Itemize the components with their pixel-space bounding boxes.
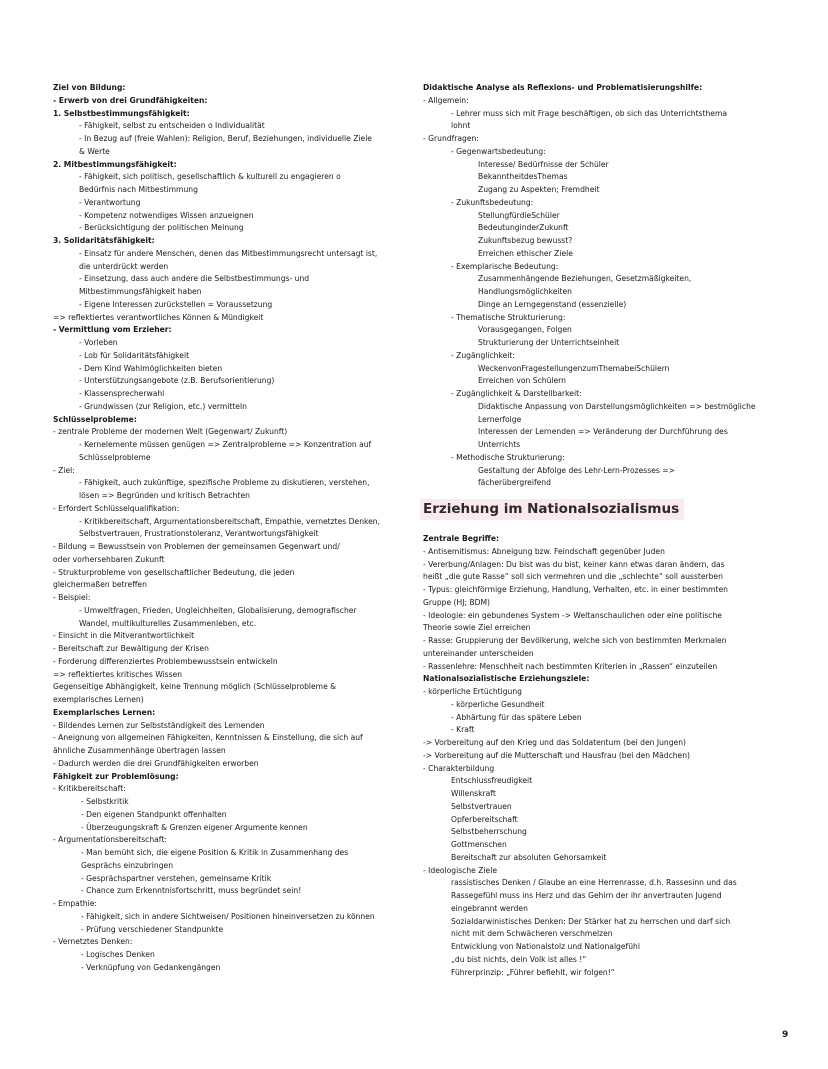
text-line: - Vererbung/Anlagen: Du bist was du bist, keiner kann etwas daran ändern, das [423, 559, 725, 569]
text-line: - Zugänglichkeit & Darstellbarkeit: [451, 389, 582, 398]
text-line: - Kernelemente müssen genügen => Zentralprobleme => Konzentration auf [79, 440, 372, 449]
text-line: Gesprächs einzubringen [81, 860, 174, 870]
section-heading: Erziehung im Nationalsozialismus [420, 499, 684, 520]
text-line: - Man bemüht sich, die eigene Position & Kritik in Zusammenhang des [81, 848, 349, 857]
text-line: eingebrannt werden [451, 903, 528, 913]
text-line: & Werte [79, 146, 110, 156]
text-line: BedeutunginderZukunft [478, 223, 569, 233]
text-line: - Rasse: Gruppierung der Bevölkerung, welche sich von bestimmten Merkmalen [423, 636, 727, 645]
text-line: BekanntheitdesThemas [478, 172, 568, 182]
text-line: - Fähigkeit, auch zukünftige, spezifische Probleme zu diskutieren, verstehen, [79, 478, 370, 488]
text-line: - Den eigenen Standpunkt offenhalten [81, 809, 227, 819]
text-line: - Einsicht in die Mitverantwortlichkeit [53, 631, 195, 641]
text-line: Schlüsselprobleme: [53, 414, 137, 424]
text-line: - Bereitschaft zur Bewältigung der Krisen [53, 644, 209, 653]
text-line: gleichermaßen betreffen [53, 580, 147, 590]
text-line: - Unterstützungsangebote (z.B. Berufsorientierung) [79, 376, 275, 386]
text-line: - Überzeugungskraft & Grenzen eigener Argumente kennen [81, 822, 308, 832]
text-line: Didaktische Analyse als Reflexions- und Problematisierungshilfe: [423, 83, 703, 92]
text-line: - Bildendes Lernen zur Selbstständigkeit des Lernenden [53, 720, 265, 730]
nationalsozialismus-section [423, 533, 768, 979]
text-line: - Empathie: [53, 899, 97, 908]
text-line: - In Bezug auf (freie Wahlen): Religion, Beruf, Beziehungen, individuelle Ziele [79, 134, 372, 143]
text-line: Unterrichts [478, 440, 521, 449]
page-number: 9 [782, 1030, 789, 1040]
text-line: - körperliche Gesundheit [451, 699, 545, 709]
text-line: Wandel, multikulturelles Zusammenleben, etc. [79, 618, 257, 628]
text-line: - Einsetzung, dass auch andere die Selbstbestimmungs- und [79, 274, 310, 284]
text-line: 2. Mitbestimmungsfähigkeit: [53, 159, 177, 169]
text-line: untereinander unterscheiden [423, 648, 534, 658]
text-line: Interessen der Lernenden => Veränderung der Durchführung des [478, 427, 728, 437]
text-line: - Chance zum Erkenntnisfortschritt, muss begründet sein! [81, 886, 302, 896]
text-line: - Umweltfragen, Frieden, Ungleichheiten, Globalisierung, demografischer [79, 605, 357, 615]
text-line: Willenskraft [451, 789, 496, 798]
text-line: WeckenvonFragestellungenzumThemabeiSchülern [478, 363, 670, 373]
text-line: - Rassenlehre: Menschheit nach bestimmten Kriterien in „Rassen“ einzuteilen [423, 661, 718, 671]
text-line: nicht mit dem Schwächeren verschmelzen [451, 929, 613, 939]
text-line: - Lehrer muss sich mit Frage beschäftigen, ob sich das Unterrichtsthema [451, 108, 728, 118]
text-line: => reflektiertes verantwortliches Können & Mündigkeit [53, 312, 264, 322]
text-line: Lernerfolge [478, 414, 522, 424]
right-column [423, 82, 768, 979]
text-line: Zukunftsbezug bewusst? [478, 236, 573, 245]
text-line: - Berücksichtigung der politischen Meinung [79, 223, 244, 233]
text-line: - Kritikbereitschaft: [53, 784, 126, 794]
text-line: - Forderung differenziertes Problembewusstsein entwickeln [53, 656, 278, 666]
text-line: 3. Solidaritätsfähigkeit: [53, 236, 155, 245]
text-line: - Ideologische Ziele [423, 865, 498, 875]
text-line: Exemplarisches Lernen: [53, 707, 156, 717]
text-line: - Vorleben [79, 338, 118, 347]
text-line: - Dem Kind Wahlmöglichkeiten bieten [79, 363, 223, 373]
text-line: - Lob für Solidaritätsfähigkeit [79, 350, 190, 360]
text-line: - Fähigkeit, selbst zu entscheiden o Individualität [79, 121, 265, 131]
text-line: => reflektiertes kritisches Wissen [53, 669, 183, 679]
text-line: Schlüsselprobleme [79, 452, 151, 462]
text-line: - Erwerb von drei Grundfähigkeiten: [53, 95, 208, 105]
text-line: - Verknüpfung von Gedankengängen [81, 962, 221, 972]
text-line: rassistisches Denken / Glaube an eine Herrenrasse, d.h. Rassesinn und das [451, 878, 737, 888]
text-line: Nationalsozialistische Erziehungsziele: [423, 674, 590, 684]
text-line: - Selbstkritik [81, 797, 129, 806]
text-line: - Methodische Strukturierung: [451, 452, 565, 462]
text-line: die unterdrückt werden [79, 261, 169, 271]
text-line: - Eigene Interessen zurückstellen = Voraussetzung [79, 299, 273, 309]
text-line: fächerübergreifend [478, 478, 551, 488]
text-line: Sozialdarwinistisches Denken: Der Stärker hat zu herrschen und darf sich [451, 916, 731, 926]
text-line: Strukturierung der Unterrichtseinheit [478, 338, 620, 347]
text-line: - Vermittlung vom Erzieher: [53, 325, 172, 335]
text-line: - Zukunftsbedeutung: [451, 197, 534, 207]
text-line: Gottmenschen [451, 840, 507, 849]
text-line: - Ideologie: ein gebundenes System -> Weltanschaulichen oder eine politische [423, 610, 722, 620]
text-line: - Vernetztes Denken: [53, 937, 133, 947]
text-line: - zentrale Probleme der modernen Welt (Gegenwart/ Zukunft) [53, 427, 288, 437]
text-line: Gegenseitige Abhängigkeit, keine Trennung möglich (Schlüsselprobleme & [53, 682, 337, 692]
text-line: Selbstvertrauen [451, 801, 512, 811]
text-line: Theorie sowie Ziel erreichen [423, 623, 531, 633]
text-line: Fähigkeit zur Problemlösung: [53, 771, 179, 781]
text-line: lohnt [451, 121, 471, 131]
text-line: - Klassensprecherwahl [79, 389, 165, 398]
text-line: - Beispiel: [53, 593, 91, 602]
text-line: Selbstvertrauen, Frustrationstoleranz, Verantwortungsfähigkeit [79, 529, 319, 539]
text-line: Selbstbeherrschung [451, 827, 527, 837]
text-line: - Logisches Denken [81, 950, 155, 959]
text-line: Bereitschaft zur absoluten Gehorsamkeit [451, 852, 607, 862]
text-line: - Bildung = Bewusstsein von Problemen der gemeinsamen Gegenwart und/ [53, 542, 340, 551]
text-line: - Charakterbildung [423, 763, 495, 773]
text-line: Gestaltung der Abfolge des Lehr-Lern-Prozesses => [478, 465, 675, 475]
text-line: oder vorhersehbaren Zukunft [53, 554, 165, 564]
text-line: Dinge an Lerngegenstand (essenzielle) [478, 299, 627, 309]
text-line: Didaktische Anpassung von Darstellungsmöglichkeiten => bestmögliche [478, 401, 756, 411]
text-line: - Kompetenz notwendiges Wissen anzueignen [79, 210, 254, 220]
text-line: Bedürfnis nach Mitbestimmung [79, 185, 198, 194]
text-line: 1. Selbstbestimmungsfähigkeit: [53, 108, 190, 118]
text-line: Führerprinzip: „Führer befiehlt, wir folgen!“ [451, 967, 615, 977]
text-line: exemplarisches Lernen) [53, 695, 144, 704]
text-line: Handlungsmöglichkeiten [478, 287, 572, 296]
text-line: - Aneignung von allgemeinen Fähigkeiten, Kenntnissen & Einstellung, die sich auf [53, 733, 363, 743]
text-line: - Exemplarische Bedeutung: [451, 261, 559, 271]
text-line: - Kritikbereitschaft, Argumentationsbereitschaft, Empathie, vernetztes Denken, [79, 516, 381, 526]
text-line: Gruppe (HJ; BDM) [423, 597, 491, 607]
text-line: - Prüfung verschiedener Standpunkte [81, 924, 224, 934]
text-line: - Strukturprobleme von gesellschaftlicher Bedeutung, die jeden [53, 567, 295, 577]
text-line: - Thematische Strukturierung: [451, 312, 566, 322]
text-line: Vorausgegangen, Folgen [478, 325, 572, 335]
text-line: Entwicklung von Nationalstolz und Nationalgefühl [451, 942, 640, 951]
text-line: Zugang zu Aspekten; Fremdheit [478, 185, 600, 194]
text-line: Mitbestimmungsfähigkeit haben [79, 287, 202, 296]
text-line: StellungfürdieSchüler [478, 210, 560, 220]
text-line: Opferbereitschaft [451, 814, 518, 824]
text-line: - Allgemein: [423, 95, 469, 105]
text-line: - Zugänglichkeit: [451, 350, 515, 360]
text-line: - Typus: gleichförmige Erziehung, Handlung, Verhalten, etc. in einer bestimmten [423, 585, 728, 594]
text-line: - Kraft [451, 725, 475, 735]
text-line: Erreichen ethischer Ziele [478, 248, 573, 258]
text-line: ähnliche Zusammenhänge übertragen lassen [53, 746, 226, 755]
text-line: - körperliche Ertüchtigung [423, 687, 523, 696]
text-line: - Einsatz für andere Menschen, denen das Mitbestimmungsrecht untersagt ist, [79, 248, 378, 258]
text-line: - Fähigkeit, sich politisch, gesellschaftlich & kulturell zu engagieren o [79, 172, 341, 182]
text-line: - Argumentationsbereitschaft: [53, 835, 167, 845]
text-line: Entschlussfreudigkeit [451, 776, 533, 786]
left-column [53, 82, 393, 975]
text-line: - Fähigkeit, sich in andere Sichtweisen/ Positionen hineinversetzen zu können [81, 911, 375, 921]
text-line: - Gesprächspartner verstehen, gemeinsame Kritik [81, 873, 272, 883]
text-line: Interesse/ Bedürfnisse der Schüler [478, 159, 609, 169]
text-line: -> Vorbereitung auf die Mutterschaft und Hausfrau (bei den Mädchen) [423, 750, 690, 760]
text-line: - Gegenwartsbedeutung: [451, 146, 546, 156]
text-line: - Abhärtung für das spätere Leben [451, 712, 582, 722]
text-line: lösen => Begründen und kritisch Betrachten [79, 491, 250, 500]
text-line: - Dadurch werden die drei Grundfähigkeiten erworben [53, 758, 259, 768]
text-line: Zentrale Begriffe: [423, 534, 500, 543]
text-line: - Erfordert Schlüsselqualifikation: [53, 503, 180, 513]
text-line: heißt „die gute Rasse“ soll sich vermehren und die „schlechte“ soll aussterben [423, 572, 723, 582]
text-line: -> Vorbereitung auf den Krieg und das Soldatentum (bei den Jungen) [423, 738, 686, 747]
text-line: Ziel von Bildung: [53, 83, 126, 92]
text-line: - Grundfragen: [423, 134, 479, 143]
text-line: - Antisemitismus: Abneigung bzw. Feindschaft gegenüber Juden [423, 546, 665, 556]
text-line: Rassegefühl muss ins Herz und das Gehirn der ihr anvertrauten Jugend [451, 891, 722, 900]
text-line: - Grundwissen (zur Religion, etc.) vermitteln [79, 401, 247, 411]
text-line: Zusammenhängende Beziehungen, Gesetzmäßigkeiten, [478, 274, 692, 284]
didactic-analysis-section [423, 82, 768, 490]
text-line: „du bist nichts, dein Volk ist alles !“ [451, 954, 587, 964]
text-line: Erreichen von Schülern [478, 376, 566, 386]
text-line: - Ziel: [53, 465, 75, 475]
text-line: - Verantwortung [79, 197, 141, 207]
